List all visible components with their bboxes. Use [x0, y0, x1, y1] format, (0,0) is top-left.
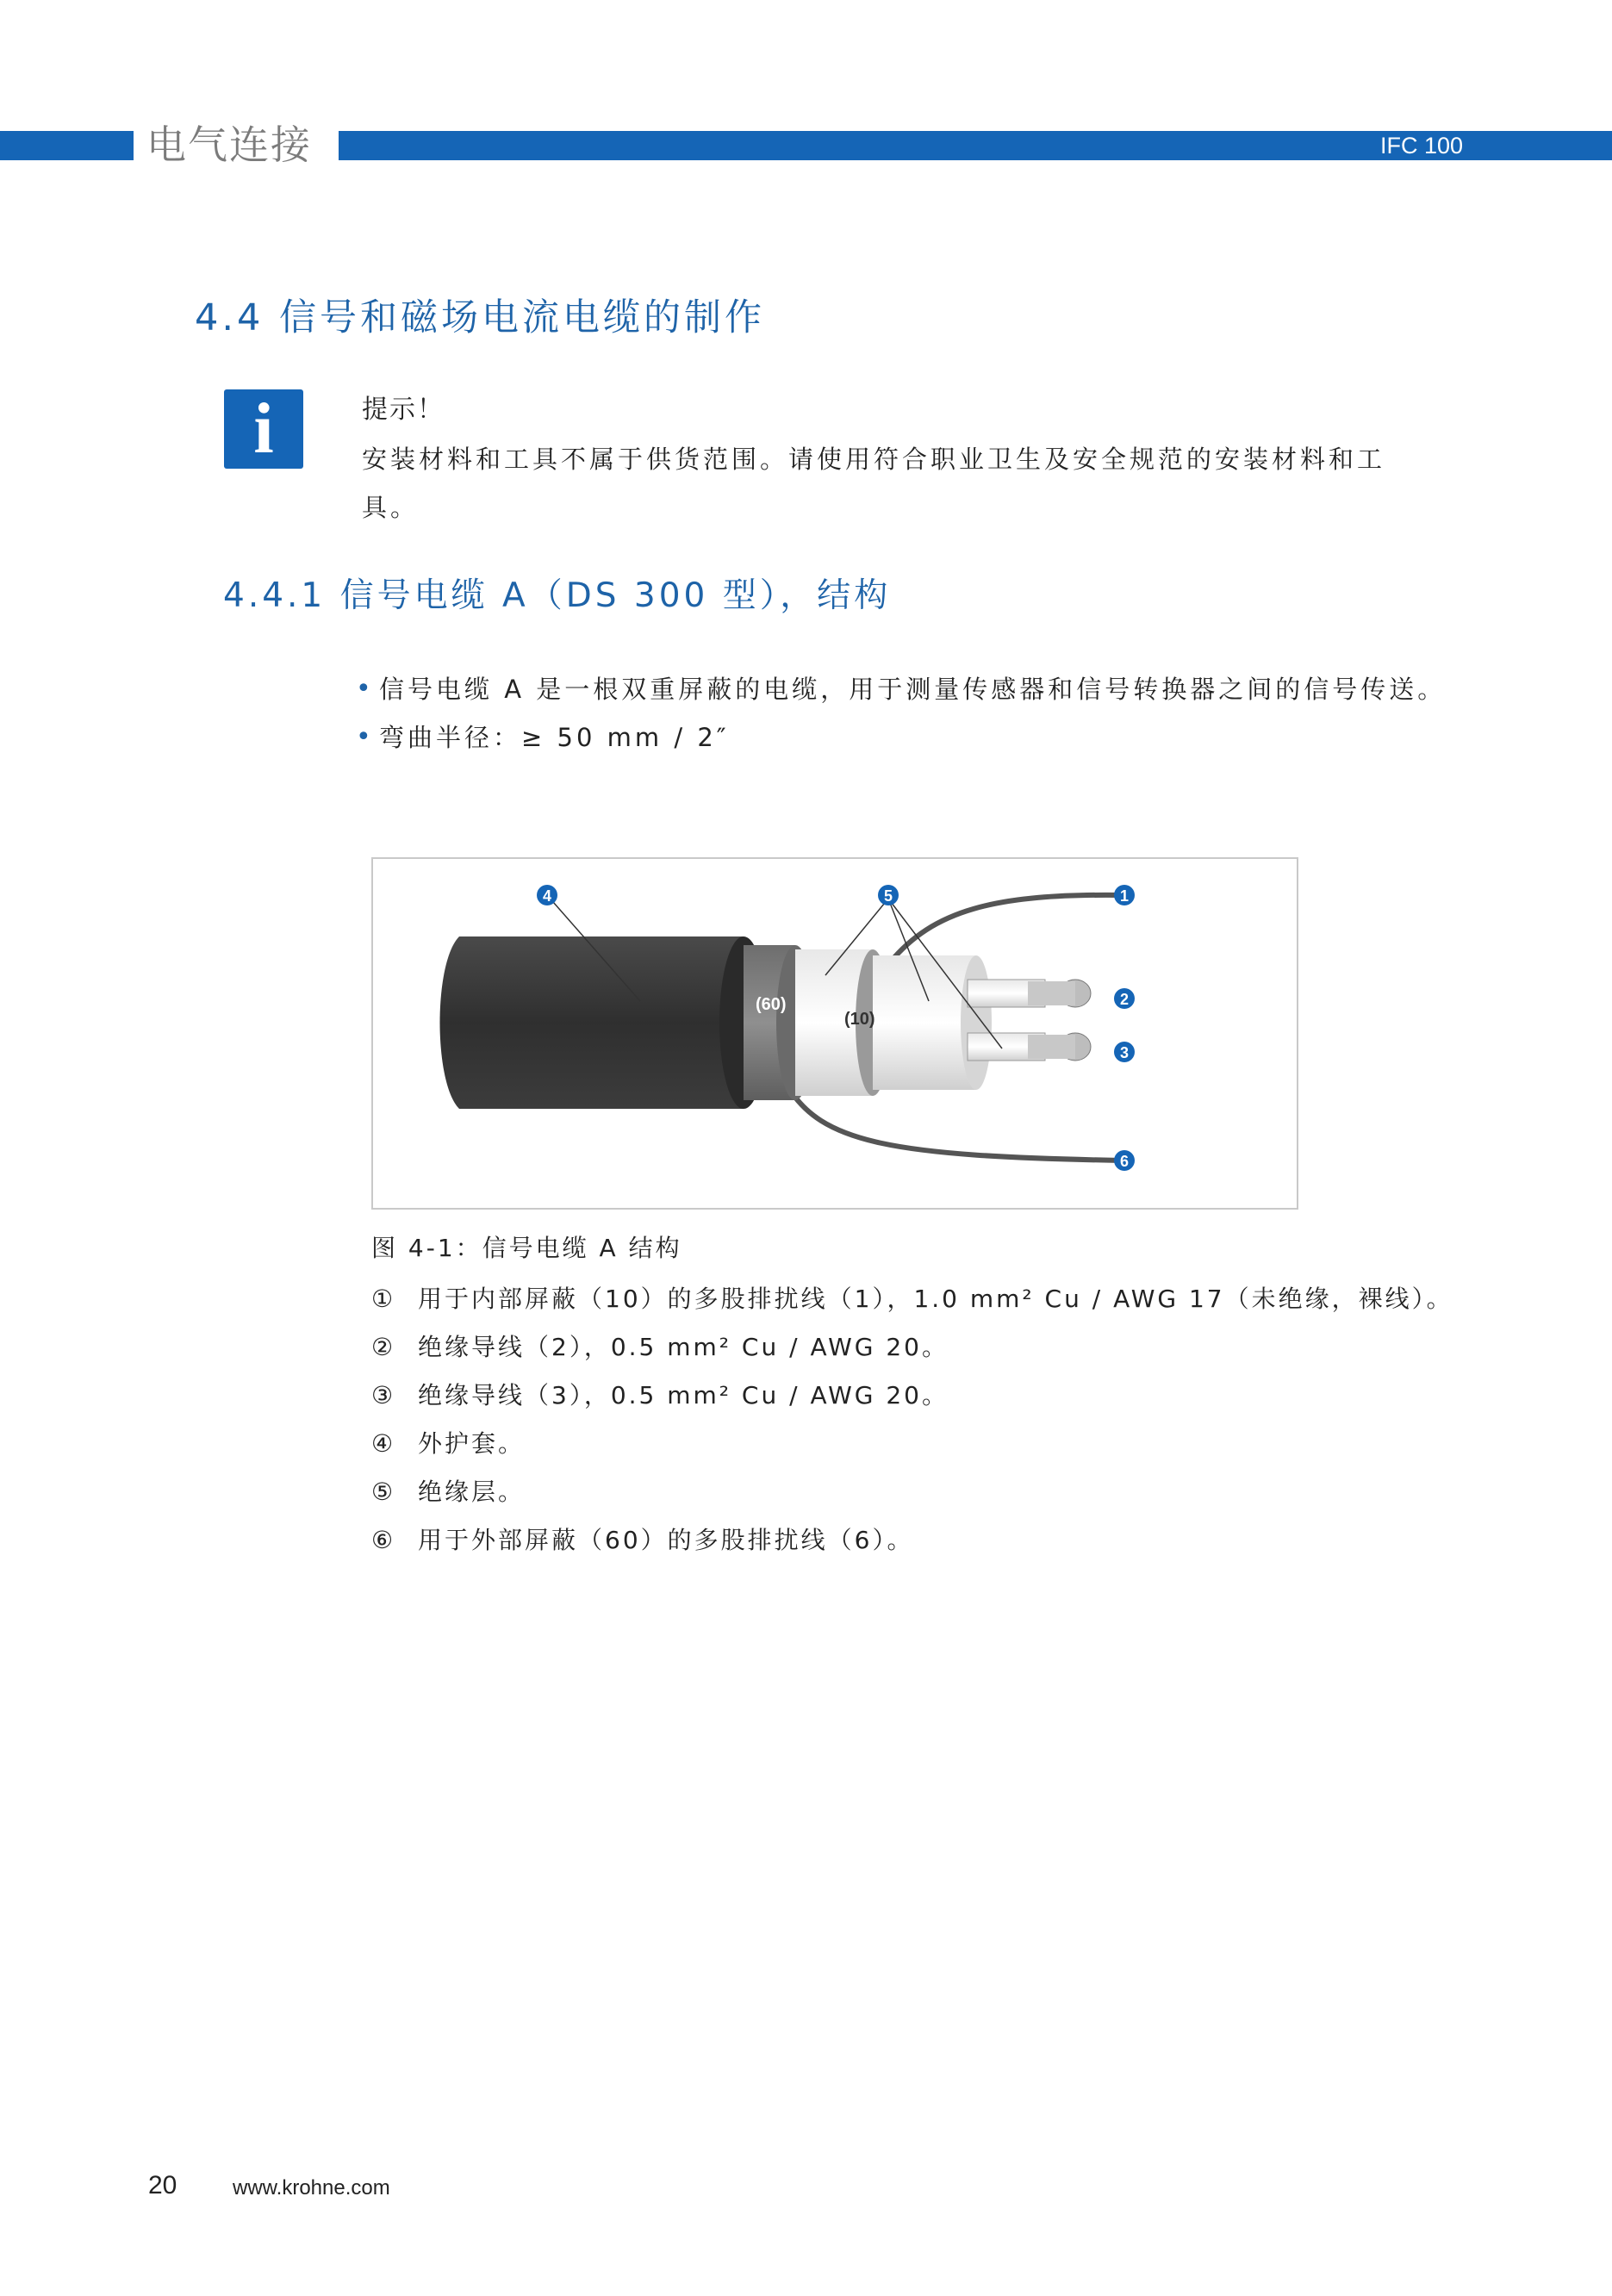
heading-sub: 4.4.1 信号电缆 A（DS 300 型），结构 [223, 576, 892, 615]
page-number: 20 [148, 2171, 177, 2200]
legend-item [371, 1516, 1491, 1565]
legend-item [371, 1468, 1491, 1516]
legend-number: ⑤ [371, 1478, 396, 1506]
svg-text:2: 2 [1119, 991, 1130, 1008]
drain-wire-inner [890, 895, 1123, 962]
product-name: IFC 100 [1379, 133, 1463, 159]
svg-text:6: 6 [1119, 1153, 1130, 1170]
legend-number: ④ [371, 1429, 396, 1458]
note-body: 安装材料和工具不属于供货范围。请使用符合职业卫生及安全规范的安装材料和工具。 [362, 445, 1386, 522]
heading-main: 4.4 信号和磁场电流电缆的制作 [195, 296, 766, 339]
legend-text: 外护套。 [418, 1429, 526, 1458]
shield-outer-label: (60) [756, 995, 787, 1014]
marker-3 [1114, 1042, 1135, 1062]
legend-item [371, 1323, 1491, 1372]
svg-text:1: 1 [1119, 887, 1130, 905]
conductor-core-3 [1028, 1035, 1075, 1059]
footer-url[interactable]: www.krohne.com [233, 2176, 390, 2200]
legend-number: ① [371, 1285, 396, 1313]
svg-text:5: 5 [883, 887, 893, 905]
bullet-list [356, 665, 1447, 762]
note-title: 提示！ [362, 395, 445, 425]
svg-text:4: 4 [542, 887, 552, 905]
figure-caption: 图 4-1：信号电缆 A 结构 [371, 1234, 682, 1262]
legend-number: ③ [371, 1381, 396, 1409]
legend-text: 绝缘导线（3），0.5 mm² Cu / AWG 20。 [418, 1381, 949, 1409]
inner-foil-end [961, 955, 992, 1090]
section-title: 电气连接 [146, 121, 312, 168]
cable-illustration [373, 859, 1297, 1208]
legend-item [371, 1372, 1491, 1420]
marker-2 [1114, 988, 1135, 1009]
shield-inner-label: (10) [844, 1010, 875, 1029]
legend-number: ⑥ [371, 1526, 396, 1554]
marker-4 [537, 885, 557, 905]
outer-jacket [440, 936, 744, 1109]
bullet-text: 信号电缆 A 是一根双重屏蔽的电缆，用于测量传感器和信号转换器之间的信号传送。 [379, 675, 1447, 704]
legend-text: 用于内部屏蔽（10）的多股排扰线（1），1.0 mm² Cu / AWG 17（未绝缘，裸线）。 [418, 1285, 1453, 1313]
info-icon: i [224, 389, 303, 469]
cable-figure [371, 857, 1298, 1210]
marker-1 [1114, 885, 1135, 905]
conductor-core-2 [1028, 981, 1075, 1005]
legend-item [371, 1275, 1491, 1323]
bullet-text: 弯曲半径：≥ 50 mm / 2″ [379, 723, 730, 752]
bullet-item [356, 665, 1447, 713]
header-bar-left [0, 131, 134, 160]
legend-item [371, 1420, 1491, 1468]
legend-list [371, 1275, 1491, 1565]
legend-text: 绝缘层。 [418, 1478, 526, 1506]
legend-text: 用于外部屏蔽（60）的多股排扰线（6）。 [418, 1526, 914, 1554]
marker-6 [1114, 1150, 1135, 1171]
marker-5 [878, 885, 899, 905]
legend-text: 绝缘导线（2），0.5 mm² Cu / AWG 20。 [418, 1333, 949, 1361]
legend-number: ② [371, 1333, 396, 1361]
drain-wire-outer [787, 1085, 1123, 1160]
bullet-dot-icon: • [356, 674, 375, 704]
bullet-dot-icon: • [356, 722, 375, 752]
svg-text:3: 3 [1119, 1044, 1130, 1061]
bullet-item [356, 713, 1447, 762]
